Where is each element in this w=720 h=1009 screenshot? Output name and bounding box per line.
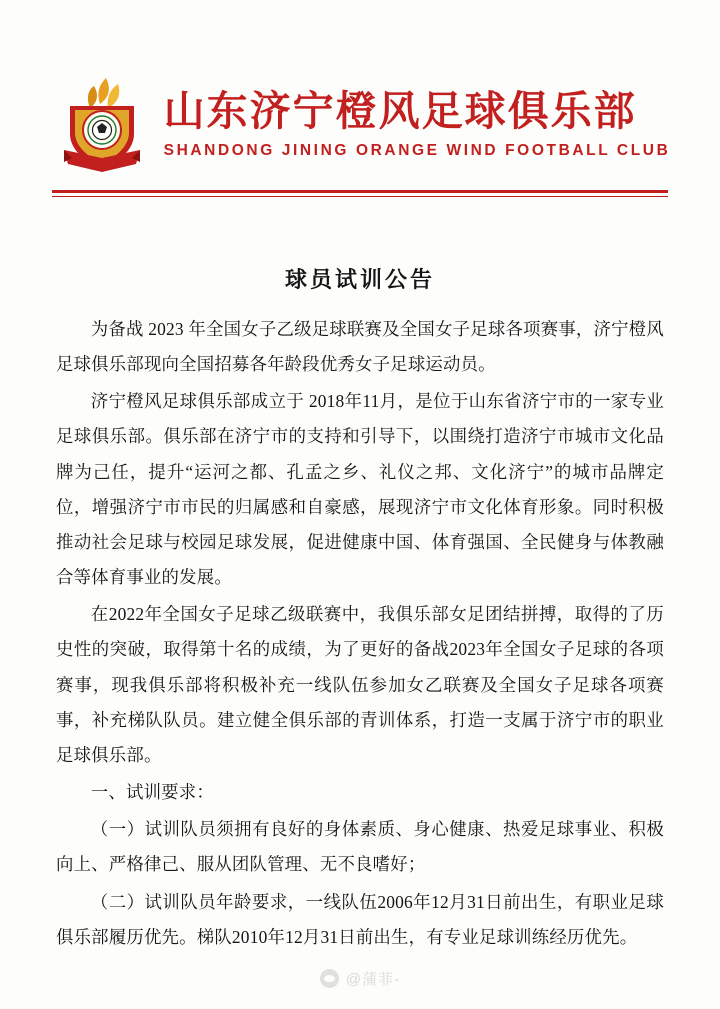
section-heading: 一、试训要求： (90, 782, 214, 803)
divider-thin (52, 196, 668, 197)
divider-thick (52, 190, 668, 193)
paragraph: （二）试训队员年龄要求，一线队伍2006年12月31日前出生，有职业足球俱乐部履历优先。梯队2010年12月31日前出生，有专业足球训练经历优先。 (56, 891, 664, 947)
watermark-text: @蒲菲- (345, 971, 401, 988)
paragraph: 为备战 2023 年全国女子乙级足球联赛及全国女子足球各项赛事，济宁橙风足球俱乐部现向全国招募各年龄段优秀女子足球运动员。 (56, 319, 664, 375)
weibo-icon (320, 969, 339, 988)
club-crest-icon (50, 72, 154, 176)
letterhead-text (164, 88, 671, 160)
letterhead (0, 0, 720, 176)
paragraph: （一）试训队员须拥有良好的身体素质、身心健康、热爱足球事业、积极向上、严格律己、服从团队管理、无不良嗜好； (56, 819, 664, 875)
club-name-en: SHANDONG JINING ORANGE WIND FOOTBALL CLUB (163, 142, 671, 160)
letterhead-divider (52, 190, 668, 197)
paragraph: 济宁橙风足球俱乐部成立于 2018年11月，是位于山东省济宁市的一家专业足球俱乐部。俱乐部在济宁市的支持和引导下，以围绕打造济宁市城市文化品牌为己任，提升“运河之都、孔孟之乡、礼仪之邦、文化济宁”的城市品牌定位，增强济宁市市民的归属感和自豪感，展现济宁市文化体育形象。同时积极推动社会足球与校园足球发展，促进健康中国、体育强国、全民健身与体教融合等体育事业的发展。 (56, 391, 664, 588)
club-name-cn: 山东济宁橙风足球俱乐部 (163, 87, 637, 134)
watermark (0, 968, 720, 989)
document-body (0, 312, 720, 955)
page-title: 球员试训公告 (284, 267, 435, 292)
paragraph: 在2022年全国女子足球乙级联赛中，我俱乐部女足团结拼搏，取得的了历史性的突破，取得第十名的成绩，为了更好的备战2023年全国女子足球的各项赛事，现我俱乐部将积极补充一线队伍参加女乙联赛及全国女子足球各项赛事，补充梯队队员。建立健全俱乐部的青训体系，打造一支属于济宁市的职业足球俱乐部。 (56, 604, 664, 765)
